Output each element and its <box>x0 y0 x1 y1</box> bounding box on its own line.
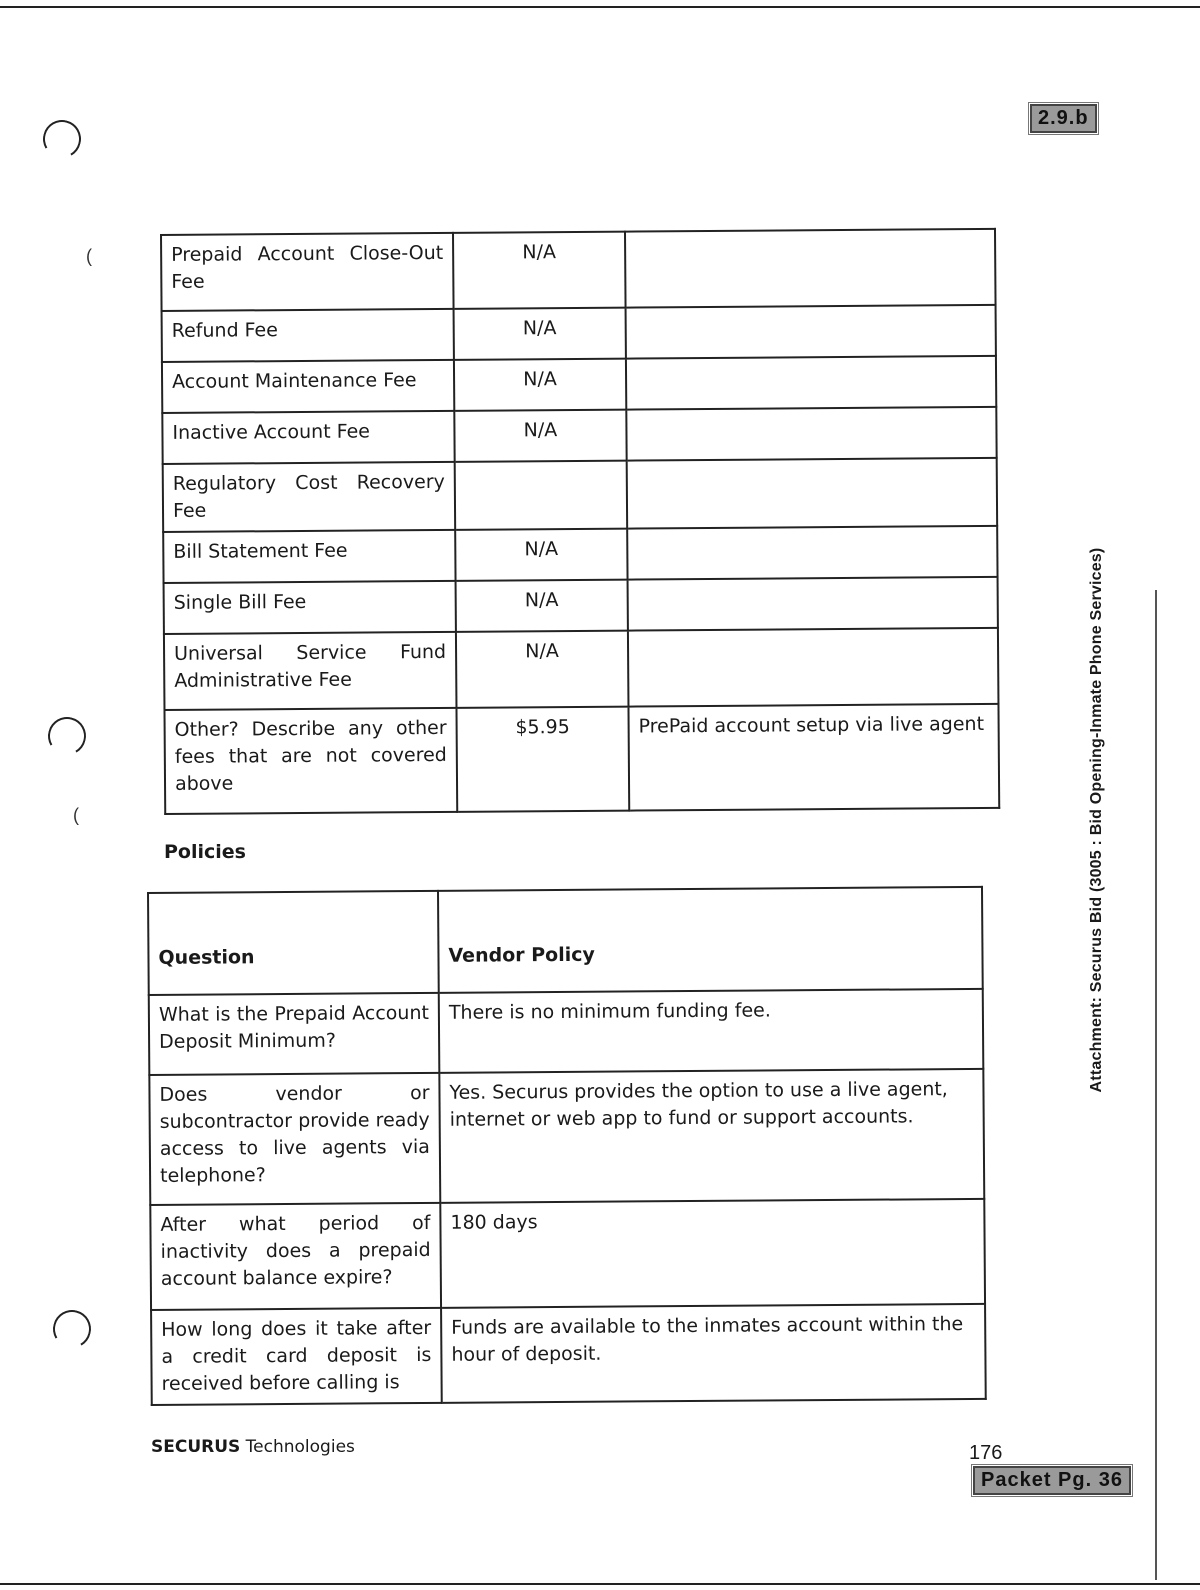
table-row <box>163 458 997 532</box>
table-row <box>149 1069 984 1205</box>
attachment-side-label: Attachment: Securus Bid (3005 : Bid Opening-Inmate Phone Services) <box>1088 547 1105 1093</box>
fee-notes <box>626 305 996 359</box>
page-right-edge <box>1155 590 1157 1580</box>
fee-name: Other? Describe any other fees that are not covered above <box>164 708 457 814</box>
policy-column-header: Vendor Policy <box>438 887 983 993</box>
table-row <box>164 704 999 814</box>
page-number: 176 <box>969 1442 1003 1464</box>
fee-name: Refund Fee <box>162 309 454 362</box>
policy-answer: Yes. Securus provides the option to use a live agent, internet or web app to fund or support accounts. <box>439 1069 984 1203</box>
policy-question: After what period of inactivity does a prepaid account balance expire? <box>150 1203 441 1310</box>
company-name-bold: SECURUS <box>151 1437 241 1457</box>
agenda-item-stamp: 2.9.b <box>1030 104 1097 133</box>
fee-notes <box>628 577 998 631</box>
fee-amount: N/A <box>456 580 628 632</box>
policy-answer: There is no minimum funding fee. <box>439 989 984 1073</box>
fee-amount: N/A <box>454 359 626 411</box>
fee-name: Account Maintenance Fee <box>162 360 454 413</box>
fee-amount <box>455 461 627 530</box>
fee-notes <box>626 407 996 461</box>
fee-notes <box>627 458 997 529</box>
punch-hole-middle <box>44 713 91 760</box>
table-row <box>162 356 996 413</box>
table-row <box>150 1199 985 1310</box>
fee-name: Prepaid Account Close-Out Fee <box>161 233 454 311</box>
fee-notes <box>627 526 997 580</box>
table-row <box>163 526 997 583</box>
scan-mark: ( <box>73 805 79 825</box>
page-top-edge <box>0 6 1200 8</box>
policy-question: Does vendor or subcontractor provide ready access to live agents via telephone? <box>149 1073 440 1205</box>
fee-name: Inactive Account Fee <box>162 411 454 464</box>
fee-notes <box>628 628 999 707</box>
scan-mark: ( <box>86 246 92 266</box>
policies-table <box>147 886 987 1406</box>
fee-notes: PrePaid account setup via live agent <box>628 704 999 811</box>
table-row <box>162 407 996 464</box>
policy-answer: Funds are available to the inmates account within the hour of deposit. <box>441 1304 986 1403</box>
company-name-rest: Technologies <box>240 1437 355 1457</box>
fee-notes <box>625 229 996 308</box>
fee-name: Universal Service Fund Administrative Fee <box>164 632 457 710</box>
table-row <box>161 229 996 311</box>
fee-amount: $5.95 <box>456 707 629 812</box>
fee-amount: N/A <box>454 308 626 360</box>
fee-amount: N/A <box>454 410 626 462</box>
policy-question: How long does it take after a credit card deposit is received before calling is <box>151 1308 442 1405</box>
packet-page-stamp: Packet Pg. 36 <box>973 1466 1131 1495</box>
page-bottom-edge <box>0 1583 1200 1585</box>
question-column-header: Question <box>148 891 439 995</box>
table-row <box>149 989 984 1075</box>
policy-question: What is the Prepaid Account Deposit Minimum? <box>149 993 440 1075</box>
policies-heading: Policies <box>164 841 246 863</box>
table-header-row <box>148 887 983 995</box>
fee-name: Regulatory Cost Recovery Fee <box>163 462 455 532</box>
fee-amount: N/A <box>455 529 627 581</box>
table-row <box>164 577 998 634</box>
fee-notes <box>626 356 996 410</box>
table-row <box>162 305 996 362</box>
punch-hole-bottom <box>49 1306 96 1353</box>
fee-name: Bill Statement Fee <box>163 530 455 583</box>
fees-table <box>160 228 1000 815</box>
fee-amount: N/A <box>456 631 629 708</box>
fee-amount: N/A <box>453 232 626 309</box>
table-row <box>151 1304 986 1405</box>
fee-name: Single Bill Fee <box>164 581 456 634</box>
punch-hole-top <box>39 116 86 163</box>
table-row <box>164 628 999 710</box>
policy-answer: 180 days <box>440 1199 985 1308</box>
footer-company <box>151 1437 355 1457</box>
